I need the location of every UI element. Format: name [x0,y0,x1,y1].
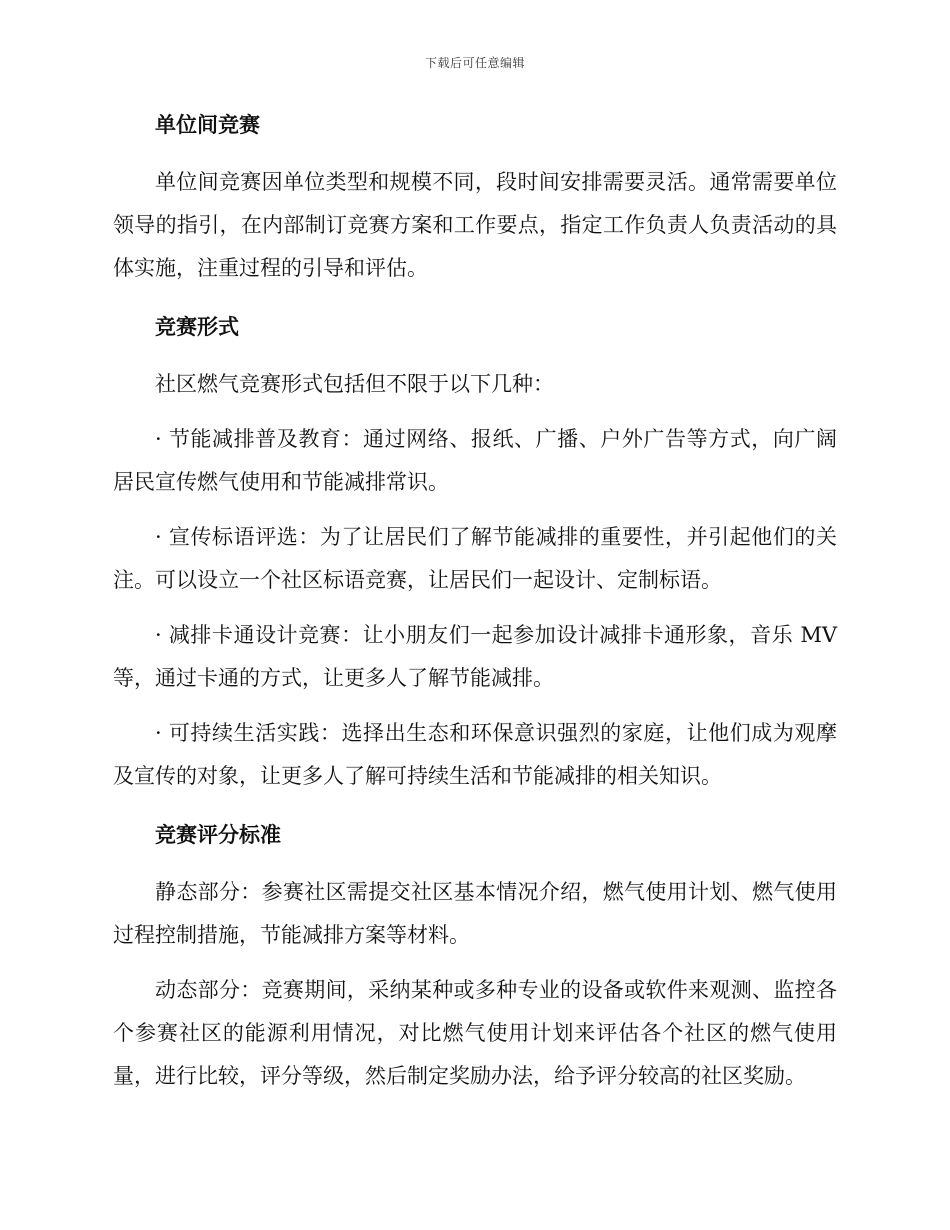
paragraph: 单位间竞赛因单位类型和规模不同，段时间安排需要灵活。通常需要单位领导的指引，在内部制订竞赛方案和工作要点，指定工作负责人负责活动的具体实施，注重过程的引导和评估。 [113,170,837,280]
list-item: · 宣传标语评选：为了让居民们了解节能减排的重要性，并引起他们的关注。可以设立一个社区标语竞赛，让居民们一起设计、定制标语。 [113,525,837,592]
header-note: 下载后可任意编辑 [424,56,525,70]
list-item: · 节能减排普及教育：通过网络、报纸、广播、户外广告等方式，向广阔居民宣传燃气使用和节能减排常识。 [113,427,837,494]
section-heading: 竞赛评分标准 [155,823,281,847]
list-item: · 可持续生活实践：选择出生态和环保意识强烈的家庭，让他们成为观摩及宣传的对象，让更多人了解可持续生活和节能减排的相关知识。 [113,721,837,788]
paragraph: 动态部分：竞赛期间，采纳某种或多种专业的设备或软件来观测、监控各个参赛社区的能源利用情况，对比燃气使用计划来评估各个社区的燃气使用量，进行比较，评分等级，然后制定奖励办法，给予评分较高的社区奖励。 [113,978,837,1088]
paragraph: 社区燃气竞赛形式包括但不限于以下几种： [155,372,554,396]
section-heading: 单位间竞赛 [155,113,260,137]
list-item: · 减排卡通设计竞赛：让小朋友们一起参加设计减排卡通形象，音乐 MV 等，通过卡通的方式，让更多人了解节能减排。 [113,623,837,690]
document-body [113,110,837,1098]
section-heading: 竞赛形式 [155,315,239,339]
paragraph: 静态部分：参赛社区需提交社区基本情况介绍，燃气使用计划、燃气使用过程控制措施，节能减排方案等材料。 [113,880,837,947]
